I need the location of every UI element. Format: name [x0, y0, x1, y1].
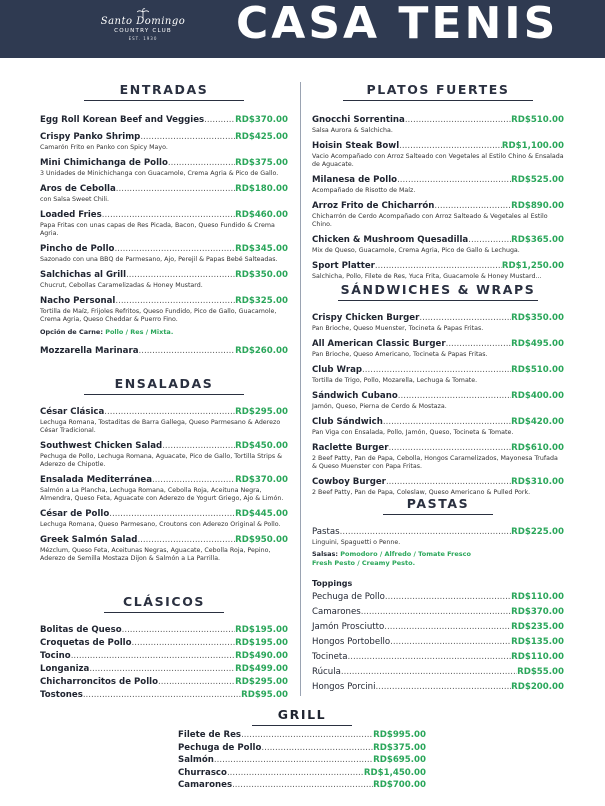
item-price: RD$425.00: [235, 132, 288, 142]
leader-dots: [362, 365, 511, 376]
leader-dots: [385, 592, 511, 603]
item-desc: Camarón Frito en Panko con Spicy Mayo.: [40, 144, 168, 151]
item-name: Croquetas de Pollo: [40, 638, 132, 648]
menu-item: [312, 235, 564, 255]
menu-item: [312, 261, 564, 281]
menu-item: [40, 244, 288, 264]
salsas-line-1: Pomodoro / Alfredo / Tomate Fresco: [340, 550, 471, 558]
leader-dots: [116, 184, 235, 195]
item-name: Camarones: [312, 607, 361, 617]
item-price: RD$195.00: [235, 625, 288, 635]
leader-dots: [384, 622, 511, 633]
entradas-list: [40, 115, 288, 324]
menu-item: [40, 270, 288, 290]
salsas-line-2: Fresh Pesto / Creamy Pesto.: [312, 559, 416, 567]
leader-dots: [388, 443, 511, 454]
item-price: RD$510.00: [511, 365, 564, 375]
meat-option: [40, 328, 288, 336]
leader-dots: [468, 235, 511, 246]
item-price: RD$700.00: [373, 780, 426, 790]
leader-dots: [214, 755, 373, 766]
platos-list: [312, 115, 564, 281]
item-desc: Mézclum, Queso Feta, Aceitunas Negras, Aguacate, Cebolla Roja, Pepino, Aderezo de Semilla Mostaza Dijon & Salmón a La Parrilla.: [40, 547, 271, 562]
menu-item: [312, 391, 564, 411]
menu-item: [40, 184, 288, 204]
item-price: RD$345.00: [235, 244, 288, 254]
leader-dots: [115, 296, 235, 307]
item-name: Sándwich Cubano: [312, 391, 398, 401]
item-price: RD$460.00: [235, 210, 288, 220]
menu-item: [312, 201, 564, 229]
item-desc: Vacio Acompañado con Arroz Salteado con Vegetales al Estilo Chino & Ensalada de Aguacate.: [312, 153, 564, 168]
item-desc: Salsa Aurora & Salchicha.: [312, 127, 393, 134]
logo-club: COUNTRY CLUB: [114, 28, 172, 34]
menu-item: [312, 607, 564, 618]
item-price: RD$200.00: [511, 682, 564, 692]
leader-dots: [375, 261, 502, 272]
menu-item: [40, 210, 288, 238]
section-title-grill: GRILL: [252, 707, 352, 726]
item-name: Filete de Res: [178, 730, 242, 740]
menu-item: [40, 638, 288, 649]
item-desc: Pan Viga con Ensalada, Pollo, Jamón, Queso, Tocineta & Tomate.: [312, 429, 514, 436]
leader-dots: [204, 115, 235, 126]
item-price: RD$295.00: [235, 677, 288, 687]
item-desc: 2 Beef Patty, Pan de Papa, Coleslaw, Queso Americano & Pulled Pork.: [312, 489, 531, 496]
menu-item: [312, 141, 564, 169]
menu-item: [312, 682, 564, 693]
menu-item: [312, 443, 564, 471]
menu-item: [40, 407, 288, 435]
item-name: Arroz Frito de Chicharrón: [312, 201, 435, 211]
item-price: RD$525.00: [511, 175, 564, 185]
option-label: Opción de Carne:: [40, 328, 103, 336]
leader-dots: [168, 158, 235, 169]
item-name: Club Wrap: [312, 365, 363, 375]
item-price: RD$610.00: [511, 443, 564, 453]
menu-item: [178, 743, 426, 754]
item-desc: Chucrut, Cebollas Caramelizadas & Honey Mustard.: [40, 282, 203, 289]
item-name: Chicharroncitos de Pollo: [40, 677, 159, 687]
item-name: Gnocchi Sorrentina: [312, 115, 405, 125]
item-desc: con Salsa Sweet Chili.: [40, 196, 110, 203]
leader-dots: [122, 625, 235, 636]
item-name: Aros de Cebolla: [40, 184, 116, 194]
leader-dots: [152, 475, 235, 486]
menu-item: [312, 622, 564, 633]
item-name: Milanesa de Pollo: [312, 175, 398, 185]
item-price: RD$890.00: [511, 201, 564, 211]
item-name: Salchichas al Grill: [40, 270, 127, 280]
item-price: RD$420.00: [511, 417, 564, 427]
item-price: RD$310.00: [511, 477, 564, 487]
menu-item: [40, 535, 288, 563]
clasicos-list: [40, 625, 288, 701]
leader-dots: [383, 417, 511, 428]
leader-dots: [341, 667, 517, 678]
item-name: Salmón: [178, 755, 214, 765]
leader-dots: [83, 690, 241, 701]
item-name: Greek Salmón Salad: [40, 535, 138, 545]
item-name: Crispy Chicken Burger: [312, 313, 420, 323]
leader-dots: [398, 391, 511, 402]
item-desc: Pan Brioche, Queso Americano, Tocineta & Papas Fritas.: [312, 351, 488, 358]
item-price: RD$495.00: [511, 339, 564, 349]
item-name: Pechuga de Pollo: [178, 742, 262, 753]
item-name: Ensalada Mediterránea: [40, 475, 153, 485]
item-desc: Tortilla de Maíz, Frijoles Refritos, Queso Fundido, Pico de Gallo, Guacamole, Crema Agria, Queso Cheddar & Puerro Fino.: [40, 308, 277, 323]
section-title: ENTRADAS: [84, 82, 244, 101]
item-desc: Pan Brioche, Queso Muenster, Tocineta & Papas Fritas.: [312, 325, 484, 332]
menu-item: [178, 755, 426, 766]
item-name: Club Sándwich: [312, 417, 383, 427]
sandwiches-list: [312, 313, 564, 497]
leader-dots: [140, 132, 235, 143]
item-name: Egg Roll Korean Beef and Veggies: [40, 115, 205, 125]
item-name: Pincho de Pollo: [40, 244, 115, 254]
item-price: RD$325.00: [235, 296, 288, 306]
leader-dots: [158, 677, 235, 688]
item-name: Pechuga de Pollo: [312, 592, 385, 602]
item-name: Hongos Porcini: [312, 682, 376, 692]
leader-dots: [405, 115, 511, 126]
item-name: Hoisin Steak Bowl: [312, 141, 400, 151]
item-name: Tocino: [40, 651, 71, 661]
menu-item: [178, 730, 426, 741]
leader-dots: [241, 730, 373, 741]
item-desc: 3 Unidades de Minichichanga con Guacamole, Crema Agria & Pico de Gallo.: [40, 170, 279, 177]
section-title: PASTAS: [383, 496, 493, 515]
item-name: Nacho Personal: [40, 296, 116, 306]
club-logo: [88, 8, 198, 52]
item-name: César Clásica: [40, 407, 105, 417]
item-name: All American Classic Burger: [312, 339, 446, 349]
item-desc: Mix de Queso, Guacamole, Crema Agria, Pico de Gallo & Lechuga.: [312, 247, 520, 254]
menu-item: [312, 175, 564, 195]
menu-item: [312, 652, 564, 663]
item-price: RD$55.00: [517, 667, 564, 677]
menu-item: [40, 509, 288, 529]
item-price: RD$295.00: [235, 407, 288, 417]
section-title: PLATOS FUERTES: [343, 82, 533, 101]
item-name: Hongos Portobello: [312, 637, 391, 647]
item-price: RD$1,250.00: [501, 261, 564, 271]
header-banner: [0, 0, 605, 58]
item-name: Bolitas de Queso: [40, 625, 122, 635]
leader-dots: [102, 210, 235, 221]
menu-item: [40, 690, 288, 701]
leader-dots: [162, 441, 235, 452]
section-entradas: [40, 82, 288, 363]
menu-item: [40, 441, 288, 469]
page-title: CASA TENIS: [236, 0, 559, 49]
menu-item: [40, 132, 288, 152]
menu-item: [40, 677, 288, 688]
menu-item: [40, 346, 288, 357]
toppings-title: Toppings: [312, 579, 353, 588]
item-price: RD$350.00: [511, 313, 564, 323]
item-name: Tostones: [40, 690, 83, 700]
item-price: RD$180.00: [235, 184, 288, 194]
item-price: RD$995.00: [373, 730, 426, 740]
leader-dots: [104, 407, 235, 418]
item-desc: Tortilla de Trigo, Pollo, Mozarella, Lechuga & Tomate.: [312, 377, 478, 384]
item-price: RD$195.00: [235, 638, 288, 648]
menu-item: [40, 158, 288, 178]
item-price: RD$235.00: [511, 622, 564, 632]
item-name: Churrasco: [178, 767, 227, 778]
menu-item: [312, 592, 564, 603]
menu-item: [312, 115, 564, 135]
item-price: RD$135.00: [511, 637, 564, 647]
item-desc: Acompañado de Risotto de Maíz.: [312, 187, 416, 194]
item-name: Longaniza: [40, 664, 90, 674]
menu-item: [312, 477, 564, 497]
item-desc: Chicharrón de Cerdo Acompañado con Arroz Salteado & Vegetales al Estilo Chino.: [312, 213, 548, 228]
item-price: RD$370.00: [511, 607, 564, 617]
column-divider: [300, 82, 301, 696]
menu-item: [312, 527, 564, 547]
leader-dots: [261, 743, 373, 754]
section-sandwiches: [312, 282, 564, 503]
menu-item: [40, 475, 288, 503]
item-name: Jamón Prosciutto: [312, 622, 385, 632]
leader-dots: [232, 780, 373, 791]
item-price: RD$950.00: [235, 535, 288, 545]
menu-item: [312, 339, 564, 359]
item-price: RD$510.00: [511, 115, 564, 125]
item-price: RD$110.00: [511, 652, 564, 662]
section-title: SÁNDWICHES & WRAPS: [338, 282, 538, 301]
item-name: Crispy Panko Shrimp: [40, 132, 141, 142]
item-desc: Sazonado con una BBQ de Parmesano, Ajo, Perejil & Papas Bebé Salteadas.: [40, 256, 278, 263]
item-desc: Linguini, Spaguetti o Penne.: [312, 539, 401, 546]
menu-item: [312, 365, 564, 385]
leader-dots: [137, 535, 235, 546]
item-price: RD$695.00: [373, 755, 426, 765]
item-name: Sport Platter: [312, 261, 375, 271]
item-desc: Papa Fritas con unas capas de Res Picada, Bacon, Queso Fundido & Crema Agria.: [40, 222, 275, 237]
grill-list: [178, 730, 426, 793]
menu-item: [40, 115, 288, 126]
leader-dots: [132, 638, 236, 649]
item-name: Loaded Fries: [40, 210, 102, 220]
item-desc: Salchicha, Pollo, Filete de Res, Yuca Frita, Guacamole & Honey Mustard...: [312, 273, 542, 280]
leader-dots: [361, 607, 511, 618]
leader-dots: [446, 339, 512, 350]
item-name: Rúcula: [312, 667, 341, 677]
item-price: RD$370.00: [235, 115, 288, 125]
leader-dots: [348, 652, 512, 663]
menu-item: [178, 768, 426, 779]
item-price: RD$499.00: [235, 664, 288, 674]
menu-item: [312, 637, 564, 648]
item-price: RD$260.00: [235, 346, 288, 356]
item-name: Raclette Burger: [312, 443, 389, 453]
item-price: RD$1,100.00: [501, 141, 564, 151]
item-price: RD$110.00: [511, 592, 564, 602]
menu-item: [40, 296, 288, 324]
section-pastas: [312, 496, 564, 697]
item-price: RD$370.00: [235, 475, 288, 485]
leader-dots: [376, 682, 512, 693]
section-clasicos: [40, 594, 288, 703]
menu-item: [312, 313, 564, 333]
menu-item: [40, 625, 288, 636]
item-price: RD$490.00: [235, 651, 288, 661]
item-desc: Jamón, Queso, Pierna de Cerdo & Mostaza.: [312, 403, 447, 410]
item-name: Southwest Chicken Salad: [40, 441, 163, 451]
item-price: RD$225.00: [511, 527, 564, 537]
item-name: Pastas: [312, 527, 340, 537]
item-name: Chicken & Mushroom Quesadilla: [312, 235, 469, 245]
toppings-list: [312, 592, 564, 693]
leader-dots: [399, 141, 502, 152]
item-price: RD$365.00: [511, 235, 564, 245]
leader-dots: [89, 664, 235, 675]
item-name: Mozzarella Marinara: [40, 346, 139, 356]
salsas-options: [312, 550, 564, 558]
item-name: Tocineta: [312, 652, 348, 662]
leader-dots: [390, 637, 511, 648]
menu-item: [178, 780, 426, 791]
menu-item: [40, 664, 288, 675]
item-name: Cowboy Burger: [312, 477, 386, 487]
item-name: Camarones: [178, 780, 233, 790]
palm-tree-icon: [137, 8, 149, 18]
item-price: RD$1,450.00: [363, 767, 426, 778]
item-price: RD$95.00: [241, 690, 288, 700]
logo-script: Santo Domingo: [100, 16, 186, 27]
item-price: RD$450.00: [235, 441, 288, 451]
salsas-label: Salsas:: [312, 550, 339, 558]
leader-dots: [71, 651, 235, 662]
menu-item: [40, 651, 288, 662]
leader-dots: [419, 313, 511, 324]
item-price: RD$445.00: [235, 509, 288, 519]
leader-dots: [109, 509, 235, 520]
menu-item: [312, 417, 564, 437]
option-values: Pollo / Res / Mixta.: [105, 328, 174, 336]
section-platos: [312, 82, 564, 287]
ensaladas-list: [40, 407, 288, 563]
leader-dots: [397, 175, 511, 186]
logo-est: EST. 1930: [128, 36, 158, 41]
item-desc: Lechuga Romana, Tostaditas de Barra Gallega, Queso Parmesano & Aderezo César Tradicional.: [40, 419, 281, 434]
item-price: RD$400.00: [511, 391, 564, 401]
section-ensaladas: [40, 376, 288, 569]
item-name: Mini Chimichanga de Pollo: [40, 158, 168, 168]
item-price: RD$350.00: [235, 270, 288, 280]
item-price: RD$375.00: [373, 742, 426, 753]
section-title: CLÁSICOS: [104, 594, 224, 613]
menu-item: [312, 667, 564, 678]
item-name: César de Pollo: [40, 509, 110, 519]
item-desc: Salmón a La Plancha, Lechuga Romana, Cebolla Roja, Aceituna Negra, Almendra, Queso Feta, Aguacate con Aderezo de Yogurt Griego, Ajo & Limón.: [40, 487, 284, 502]
item-price: RD$375.00: [235, 158, 288, 168]
leader-dots: [126, 270, 235, 281]
leader-dots: [227, 768, 364, 779]
item-desc: Pechuga de Pollo, Lechuga Romana, Aguacate, Pico de Gallo, Tortilla Strips & Aderezo de Chipotle.: [40, 453, 283, 468]
leader-dots: [114, 244, 235, 255]
leader-dots: [386, 477, 511, 488]
leader-dots: [434, 201, 511, 212]
section-title: ENSALADAS: [84, 376, 244, 395]
item-desc: Lechuga Romana, Queso Parmesano, Croutons con Aderezo Original & Pollo.: [40, 521, 281, 528]
item-desc: 2 Beef Patty, Pan de Papa, Cebolla, Hongos Caramelizados, Mayonesa Trufada & Queso Muenster con Papa Fritas.: [312, 455, 558, 470]
